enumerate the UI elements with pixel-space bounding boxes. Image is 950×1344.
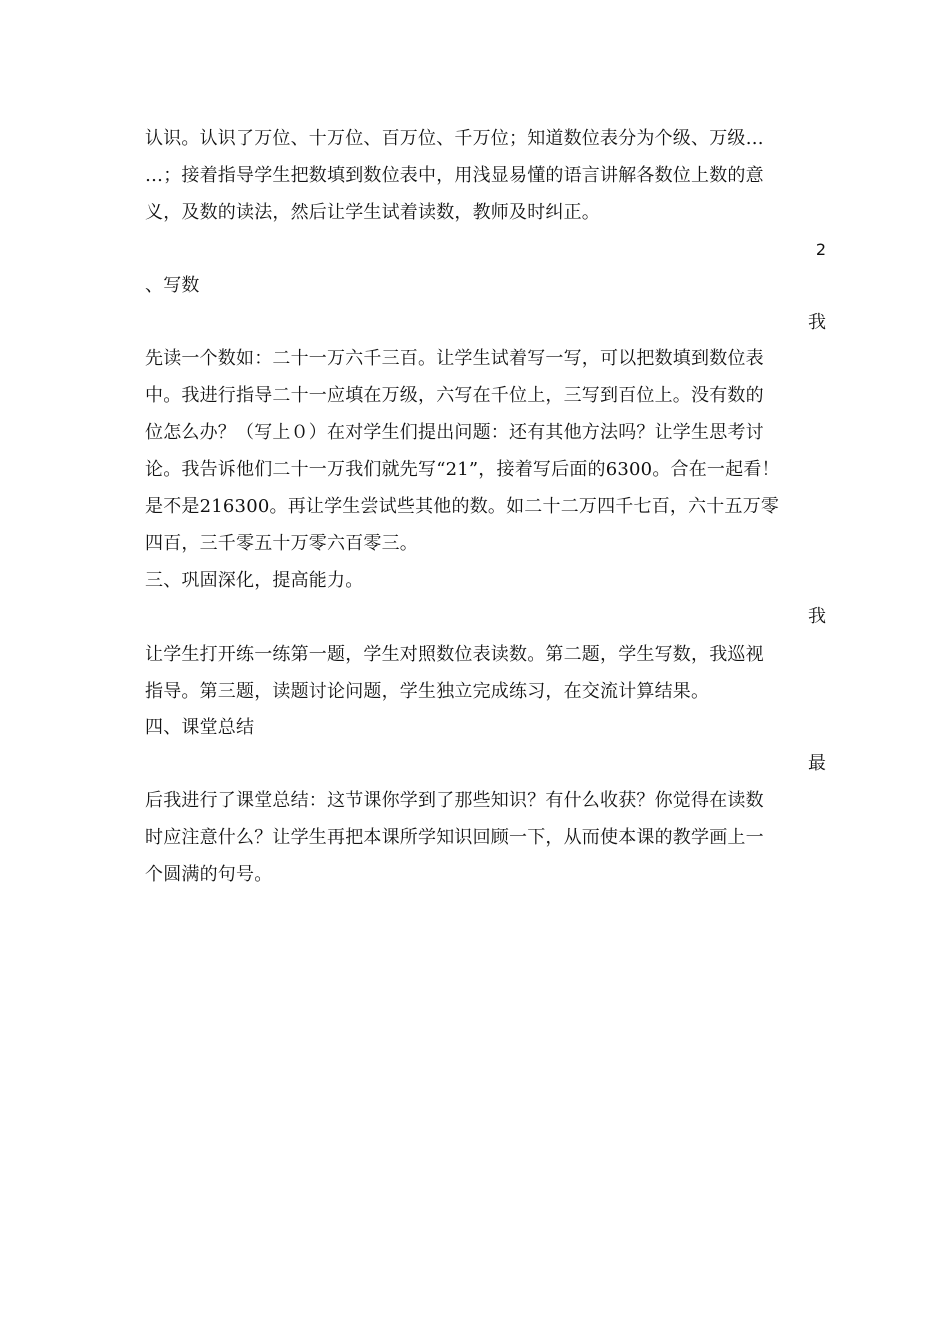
paragraph-first-char: 我 [808,312,826,333]
paragraph-line: 义，及数的读法，然后让学生试着读数，教师及时纠正。 [145,202,600,223]
paragraph-first-char: 最 [808,753,826,774]
paragraph-line: 认识。认识了万位、十万位、百万位、千万位；知道数位表分为个级、万级… [145,128,764,149]
paragraph-line: 是不是216300。再让学生尝试些其他的数。如二十二万四千七百，六十五万零 [145,496,780,517]
section-heading: 四、课堂总结 [145,717,255,738]
paragraph-line: 让学生打开练一练第一题，学生对照数位表读数。第二题，学生写数，我巡视 [145,644,764,665]
section-heading: 三、巩固深化，提高能力。 [145,570,364,591]
paragraph-line: 四百，三千零五十万零六百零三。 [145,533,418,554]
paragraph-first-char: 我 [808,606,826,627]
paragraph-line: 论。我告诉他们二十一万我们就先写“21”，接着写后面的6300。合在一起看！ [145,459,780,480]
paragraph-line: 后我进行了课堂总结：这节课你学到了那些知识？有什么收获？你觉得在读数 [145,790,764,811]
paragraph-line: 时应注意什么？让学生再把本课所学知识回顾一下，从而使本课的教学画上一 [145,827,764,848]
paragraph-line: 指导。第三题，读题讨论问题，学生独立完成练习，在交流计算结果。 [145,681,710,702]
section-number: 2 [815,240,826,259]
paragraph-line: …；接着指导学生把数填到数位表中，用浅显易懂的语言讲解各数位上数的意 [145,165,764,186]
paragraph-line: 个圆满的句号。 [145,864,273,885]
section-heading: 、写数 [145,275,200,296]
paragraph-line: 先读一个数如：二十一万六千三百。让学生试着写一写，可以把数填到数位表 [145,348,764,369]
paragraph-line: 中。我进行指导二十一应填在万级，六写在千位上，三写到百位上。没有数的 [145,385,764,406]
paragraph-line: 位怎么办？（写上０）在对学生们提出问题：还有其他方法吗？让学生思考讨 [145,422,764,443]
